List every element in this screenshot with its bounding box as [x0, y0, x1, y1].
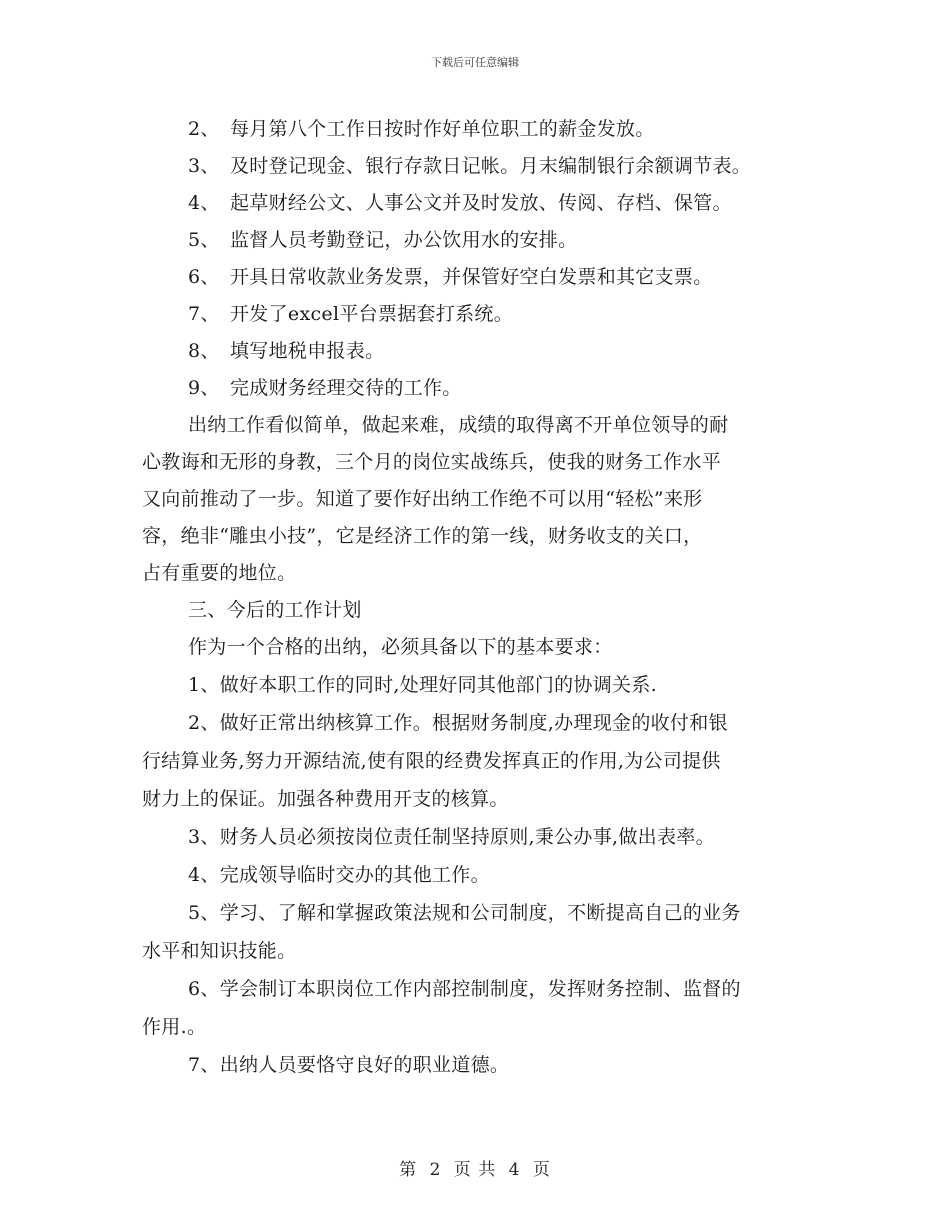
requirement-line: 行结算业务,努力开源结流,使有限的经费发挥真正的作用,为公司提供 [142, 750, 721, 772]
page-header: 下载后可任意编辑 [431, 56, 519, 69]
list-item [142, 259, 812, 296]
requirement-line: 5、学习、了解和掌握政策法规和公司制度，不断提高自己的业务 [188, 902, 741, 924]
document-body [142, 111, 812, 1084]
list-item [142, 148, 812, 185]
list-item-text: 开具日常收款业务发票，并保管好空白发票和其它支票。 [230, 266, 713, 288]
list-item [142, 296, 812, 333]
footer-suffix: 页 [532, 1160, 551, 1180]
list-item-text: 每月第八个工作日按时作好单位职工的薪金发放。 [230, 118, 655, 140]
paragraph-line: 心教诲和无形的身教，三个月的岗位实战练兵，使我的财务工作水平 [142, 451, 722, 473]
requirement-line: 水平和知识技能。 [142, 940, 297, 962]
paragraph-line: 容，绝非“雕虫小技”，它是经济工作的第一线，财务收支的关口， [142, 525, 703, 547]
list-item [142, 111, 812, 148]
list-item-text: 监督人员考勤登记，办公饮用水的安排。 [230, 229, 578, 251]
requirement-line: 4、完成领导临时交办的其他工作。 [188, 864, 490, 886]
list-item-number: 4、 [188, 192, 220, 214]
requirement-line: 7、出纳人员要恪守良好的职业道德。 [188, 1054, 510, 1076]
list-item [142, 370, 812, 407]
footer-page-number: 2 [429, 1160, 442, 1180]
list-item-text: 及时登记现金、银行存款日记帐。月末编制银行余额调节表。 [230, 155, 752, 177]
list-item-number: 8、 [188, 340, 220, 362]
paragraph-line: 又向前推动了一步。知道了要作好出纳工作绝不可以用“轻松”来形 [142, 488, 703, 510]
footer-total-pages: 4 [508, 1160, 521, 1180]
requirements-list [142, 666, 812, 1084]
list-item-text: 起草财经公文、人事公文并及时发放、传阅、存档、保管。 [230, 192, 732, 214]
list-item-number: 7、 [188, 303, 220, 325]
requirement-line: 1、做好本职工作的同时,处理好同其他部门的协调关系. [188, 674, 657, 696]
duty-list [142, 111, 812, 407]
list-item-number: 9、 [188, 377, 220, 399]
list-item-number: 6、 [188, 266, 220, 288]
list-item [142, 333, 812, 370]
section-title: 三、今后的工作计划 [188, 599, 362, 621]
footer-prefix: 第 [399, 1160, 418, 1180]
footer-middle: 页 共 [453, 1160, 497, 1180]
paragraph-line: 占有重要的地位。 [142, 562, 297, 584]
list-item [142, 185, 812, 222]
list-item-number: 5、 [188, 229, 220, 251]
list-item-text: 填写地税申报表。 [230, 340, 385, 362]
list-item-number: 2、 [188, 118, 220, 140]
summary-paragraph [142, 407, 812, 592]
list-item-text: 完成财务经理交待的工作。 [230, 377, 462, 399]
list-item-text: 开发了excel平台票据套打系统。 [230, 303, 514, 325]
paragraph-line: 出纳工作看似简单，做起来难，成绩的取得离不开单位领导的耐 [188, 414, 729, 436]
requirement-line: 6、学会制订本职岗位工作内部控制制度，发挥财务控制、监督的 [188, 978, 741, 1000]
list-item [142, 222, 812, 259]
page-footer [0, 1155, 950, 1180]
requirement-line: 2、做好正常出纳核算工作。根据财务制度,办理现金的收付和银 [188, 712, 728, 734]
requirement-line: 财力上的保证。加强各种费用开支的核算。 [142, 788, 509, 810]
requirement-line: 作用.。 [142, 1016, 207, 1038]
list-item-number: 3、 [188, 155, 220, 177]
requirement-line: 3、财务人员必须按岗位责任制坚持原则,秉公办事,做出表率。 [188, 826, 715, 848]
intro-line: 作为一个合格的出纳，必须具备以下的基本要求： [188, 636, 613, 658]
